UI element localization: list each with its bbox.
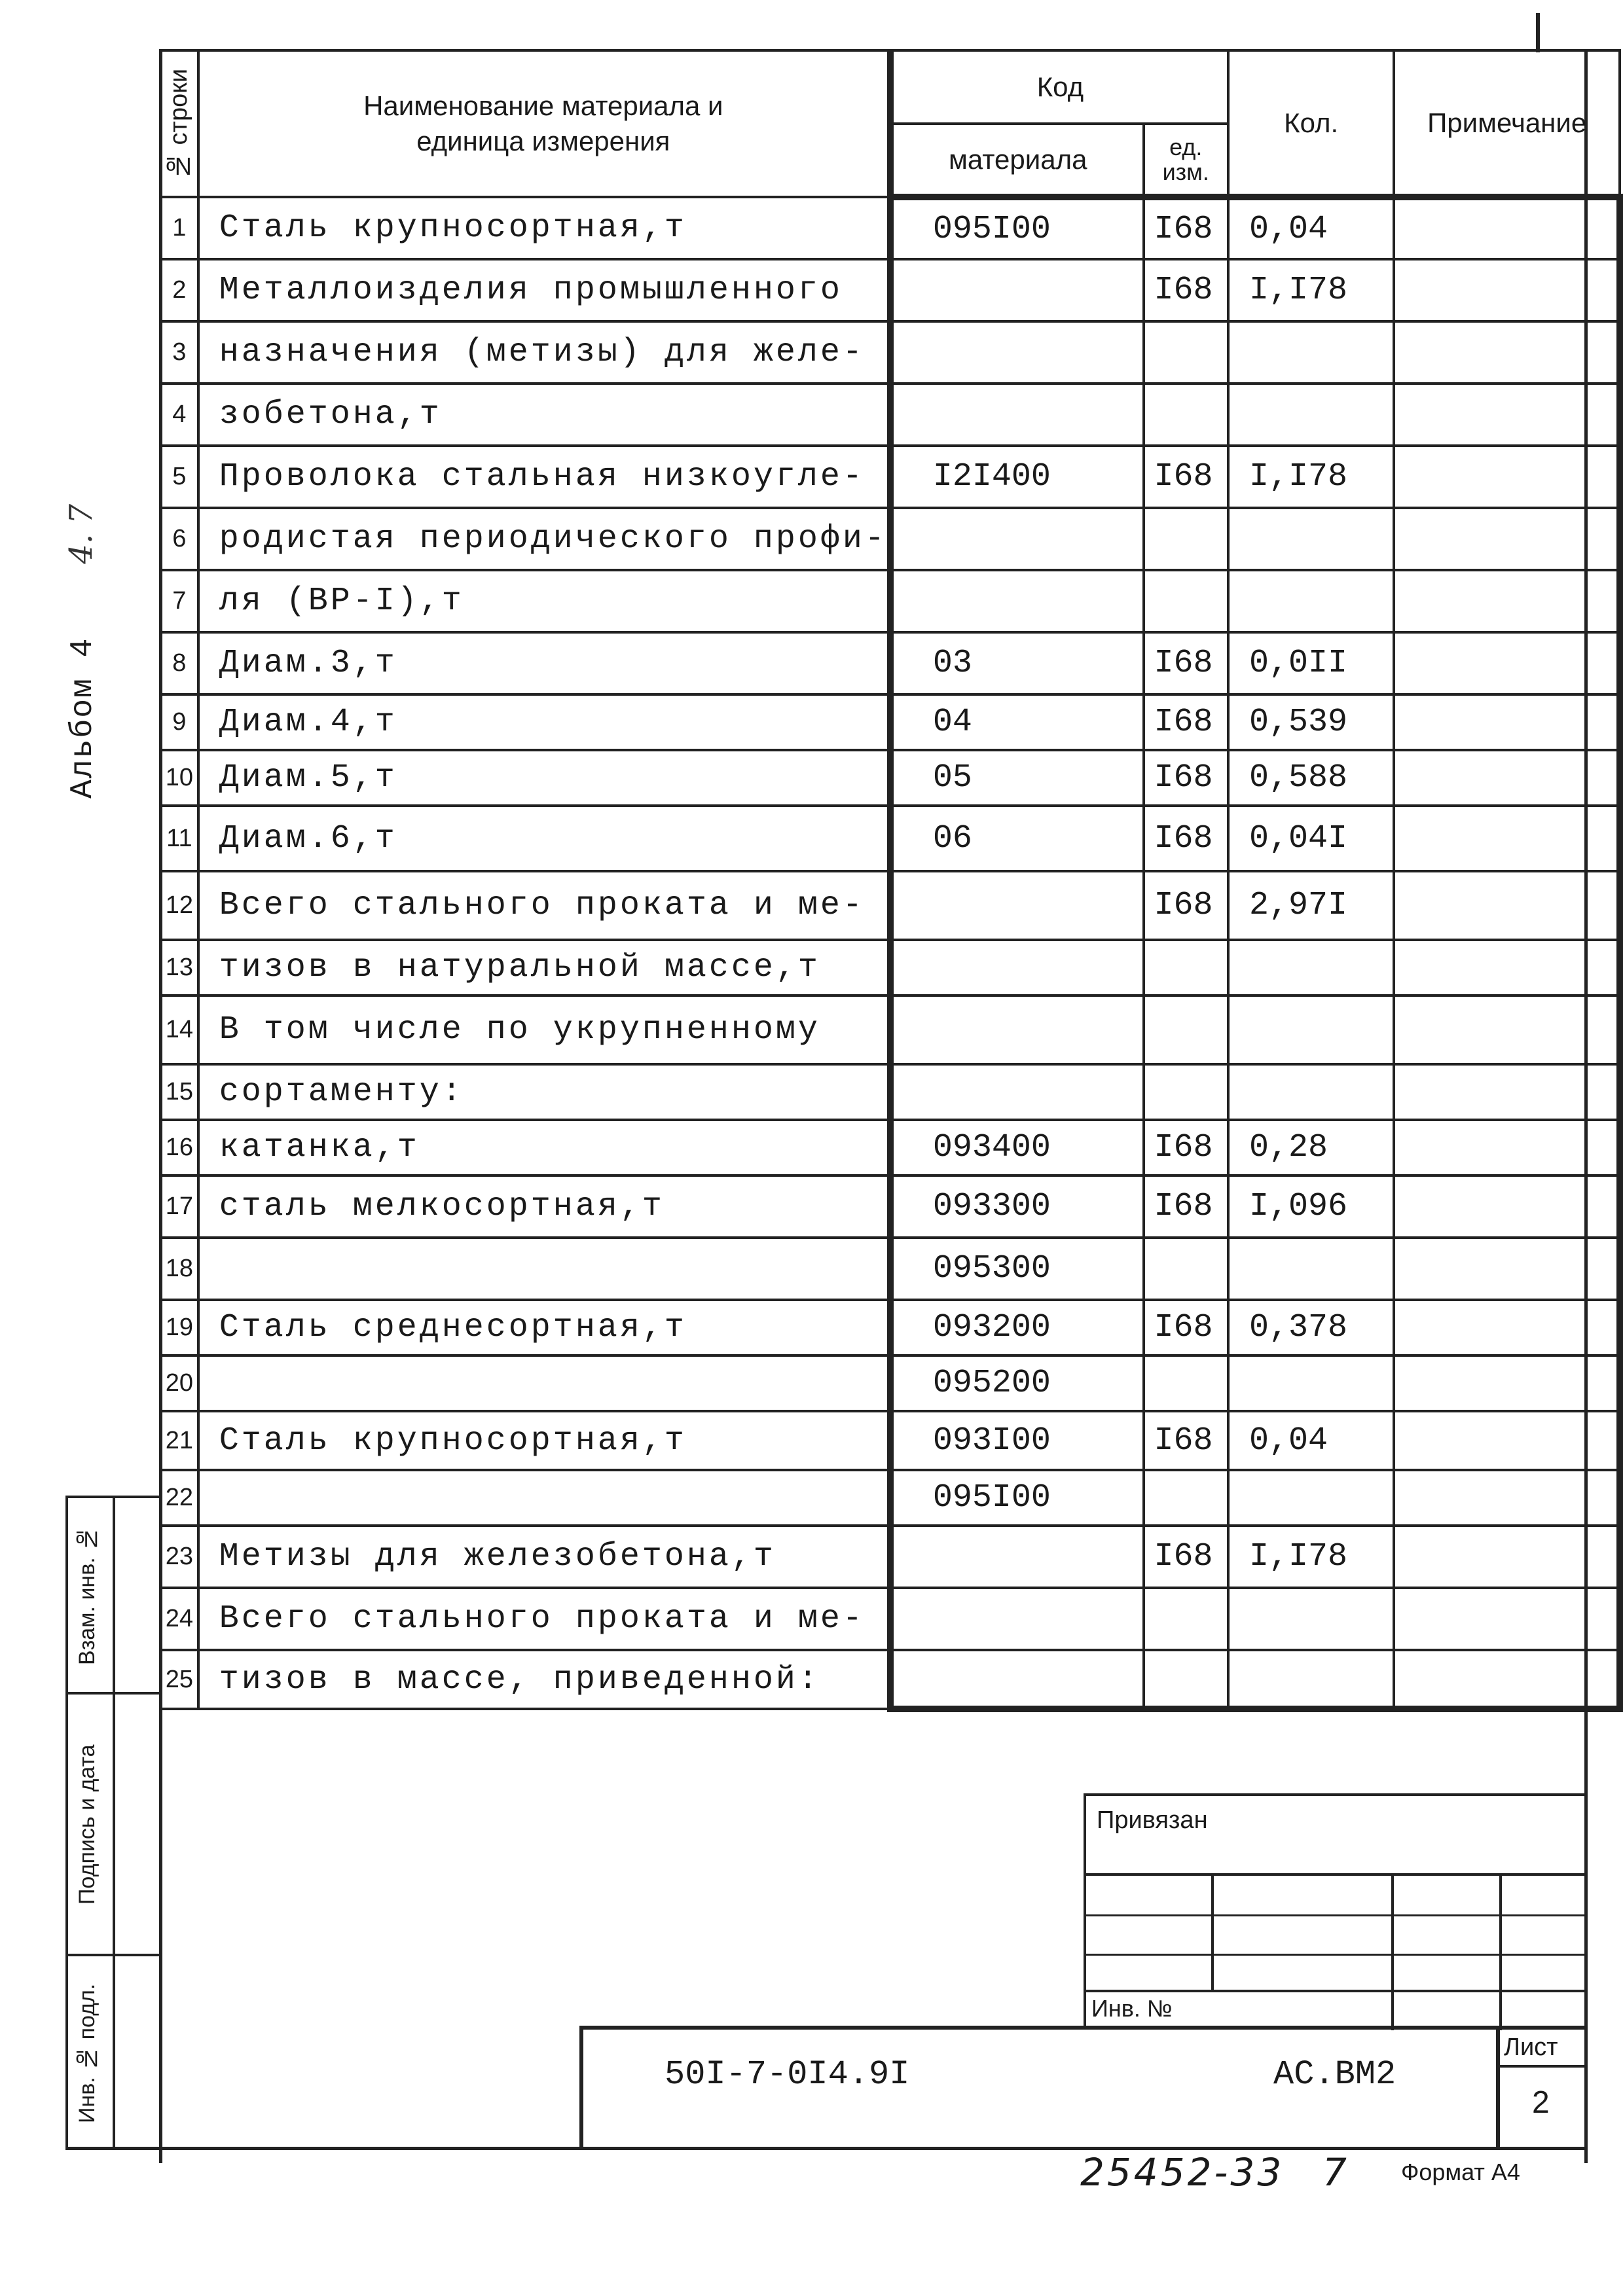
- title-block: [579, 2026, 1588, 2150]
- row-number: 5: [160, 446, 198, 508]
- row-material-code: [890, 1588, 1144, 1650]
- row-quantity: 0,04I: [1228, 806, 1394, 871]
- row-material-name: Метизы для железобетона,т: [198, 1526, 890, 1588]
- row-material-name: Проволока стальная низкоугле-: [198, 446, 890, 508]
- row-number: 12: [160, 871, 198, 940]
- row-material-name: В том числе по укрупненному: [198, 996, 890, 1064]
- row-note: [1394, 570, 1620, 632]
- row-number: 18: [160, 1238, 198, 1300]
- row-material-code: [890, 508, 1144, 570]
- row-number: 14: [160, 996, 198, 1064]
- row-note: [1394, 1470, 1620, 1526]
- row-material-name: Металлоизделия промышленного: [198, 259, 890, 321]
- handwritten-number: 25452-33: [1080, 2150, 1285, 2195]
- table-row: [160, 197, 1620, 259]
- row-material-code: [890, 384, 1144, 446]
- row-number: 16: [160, 1120, 198, 1175]
- stamp-block: [1084, 1793, 1588, 2029]
- row-material-name: сталь мелкосортная,т: [198, 1175, 890, 1238]
- table-row: [160, 1175, 1620, 1238]
- table-row: [160, 632, 1620, 694]
- row-material-name: Всего стального проката и ме-: [198, 871, 890, 940]
- list-label: Лист: [1504, 2034, 1558, 2061]
- row-note: [1394, 996, 1620, 1064]
- table-row: [160, 1300, 1620, 1355]
- row-material-code: 095I00: [890, 197, 1144, 259]
- row-material-name: Диам.6,т: [198, 806, 890, 871]
- privyazan-label: Привязан: [1097, 1806, 1208, 1834]
- table-row: [160, 1588, 1620, 1650]
- row-quantity: 2,97I: [1228, 871, 1394, 940]
- row-quantity: I,I78: [1228, 446, 1394, 508]
- row-material-code: [890, 1650, 1144, 1709]
- row-note: [1394, 508, 1620, 570]
- row-material-code: I2I400: [890, 446, 1144, 508]
- row-note: [1394, 1588, 1620, 1650]
- row-number: 19: [160, 1300, 198, 1355]
- row-note: [1394, 1238, 1620, 1300]
- row-quantity: [1228, 1470, 1394, 1526]
- podpis-data-label: Подпись и дата: [75, 1744, 100, 1905]
- row-unit-code: I68: [1144, 1120, 1228, 1175]
- row-quantity: [1228, 1238, 1394, 1300]
- table-row: [160, 1470, 1620, 1526]
- row-material-name: Сталь крупносортная,т: [198, 197, 890, 259]
- row-unit-code: I68: [1144, 1526, 1228, 1588]
- row-material-code: [890, 871, 1144, 940]
- row-unit-code: I68: [1144, 806, 1228, 871]
- row-unit-code: I68: [1144, 871, 1228, 940]
- row-unit-code: [1144, 1470, 1228, 1526]
- header-name-line1: Наименование материала и: [363, 90, 723, 121]
- row-note: [1394, 1411, 1620, 1470]
- row-note: [1394, 1650, 1620, 1709]
- row-unit-code: [1144, 1588, 1228, 1650]
- row-quantity: 0,28: [1228, 1120, 1394, 1175]
- inv-podl-label: Инв. № подл.: [75, 1983, 100, 2124]
- row-material-name: зобетона,т: [198, 384, 890, 446]
- row-unit-code: [1144, 940, 1228, 996]
- header-name-line2: единица измерения: [416, 126, 670, 156]
- table-row: [160, 570, 1620, 632]
- row-unit-code: [1144, 570, 1228, 632]
- row-unit-code: I68: [1144, 446, 1228, 508]
- doc-code: 50I-7-0I4.9I: [665, 2055, 910, 2094]
- row-material-code: [890, 996, 1144, 1064]
- table-row: [160, 1120, 1620, 1175]
- row-material-name: назначения (метизы) для желе-: [198, 321, 890, 384]
- row-material-code: [890, 1526, 1144, 1588]
- row-quantity: [1228, 321, 1394, 384]
- row-quantity: [1228, 1588, 1394, 1650]
- row-material-name: ля (ВР-I),т: [198, 570, 890, 632]
- row-quantity: 0,0II: [1228, 632, 1394, 694]
- row-note: [1394, 750, 1620, 806]
- row-note: [1394, 384, 1620, 446]
- row-quantity: [1228, 1650, 1394, 1709]
- row-note: [1394, 940, 1620, 996]
- materials-table: [159, 49, 1623, 1712]
- row-unit-code: I68: [1144, 1175, 1228, 1238]
- row-number: 17: [160, 1175, 198, 1238]
- row-material-name: Диам.4,т: [198, 694, 890, 750]
- row-quantity: 0,588: [1228, 750, 1394, 806]
- row-number: 6: [160, 508, 198, 570]
- row-number: 8: [160, 632, 198, 694]
- row-quantity: I,096: [1228, 1175, 1394, 1238]
- row-unit-code: [1144, 321, 1228, 384]
- table-row: [160, 940, 1620, 996]
- row-material-name: Всего стального проката и ме-: [198, 1588, 890, 1650]
- row-material-name: сортаменту:: [198, 1064, 890, 1120]
- row-number: 13: [160, 940, 198, 996]
- row-number: 25: [160, 1650, 198, 1709]
- table-row: [160, 321, 1620, 384]
- row-number: 20: [160, 1355, 198, 1411]
- row-quantity: [1228, 384, 1394, 446]
- row-note: [1394, 694, 1620, 750]
- row-quantity: 0,539: [1228, 694, 1394, 750]
- table-row: [160, 1526, 1620, 1588]
- header-note: Примечание: [1394, 50, 1620, 197]
- table-row: [160, 694, 1620, 750]
- row-unit-code: [1144, 384, 1228, 446]
- row-number: 7: [160, 570, 198, 632]
- row-note: [1394, 1064, 1620, 1120]
- row-unit-code: [1144, 1238, 1228, 1300]
- row-quantity: [1228, 570, 1394, 632]
- row-unit-code: [1144, 1355, 1228, 1411]
- table-row: [160, 750, 1620, 806]
- header-qty: Кол.: [1228, 50, 1394, 197]
- row-unit-code: [1144, 1650, 1228, 1709]
- row-material-code: 095200: [890, 1355, 1144, 1411]
- doc-mark: АС.ВМ2: [1273, 2055, 1396, 2094]
- row-quantity: [1228, 1355, 1394, 1411]
- row-material-code: 095I00: [890, 1470, 1144, 1526]
- row-note: [1394, 1300, 1620, 1355]
- table-row: [160, 1411, 1620, 1470]
- row-note: [1394, 632, 1620, 694]
- row-number: 11: [160, 806, 198, 871]
- row-unit-code: I68: [1144, 750, 1228, 806]
- row-number: 4: [160, 384, 198, 446]
- row-note: [1394, 259, 1620, 321]
- row-material-name: [198, 1470, 890, 1526]
- header-unit-line2: изм.: [1162, 158, 1209, 185]
- row-material-name: Диам.3,т: [198, 632, 890, 694]
- row-number: 3: [160, 321, 198, 384]
- table-row: [160, 806, 1620, 871]
- row-material-code: [890, 570, 1144, 632]
- table-row: [160, 384, 1620, 446]
- left-strip: [65, 1496, 162, 2150]
- row-number: 2: [160, 259, 198, 321]
- row-unit-code: I68: [1144, 1300, 1228, 1355]
- row-material-name: тизов в массе, приведенной:: [198, 1650, 890, 1709]
- row-unit-code: [1144, 996, 1228, 1064]
- table-row: [160, 446, 1620, 508]
- row-note: [1394, 1355, 1620, 1411]
- row-material-code: 093300: [890, 1175, 1144, 1238]
- table-row: [160, 508, 1620, 570]
- row-quantity: [1228, 508, 1394, 570]
- row-unit-code: I68: [1144, 259, 1228, 321]
- row-number: 22: [160, 1470, 198, 1526]
- row-number: 9: [160, 694, 198, 750]
- row-unit-code: I68: [1144, 197, 1228, 259]
- header-material: материала: [890, 124, 1144, 197]
- row-material-code: [890, 321, 1144, 384]
- row-number: 10: [160, 750, 198, 806]
- handwritten-album-note: 4. 7: [63, 504, 100, 564]
- row-note: [1394, 197, 1620, 259]
- row-number: 24: [160, 1588, 198, 1650]
- row-note: [1394, 1175, 1620, 1238]
- row-number: 21: [160, 1411, 198, 1470]
- table-row: [160, 996, 1620, 1064]
- row-unit-code: I68: [1144, 632, 1228, 694]
- row-material-name: [198, 1355, 890, 1411]
- row-number: 1: [160, 197, 198, 259]
- header-name: [198, 50, 890, 197]
- row-unit-code: I68: [1144, 694, 1228, 750]
- row-unit-code: I68: [1144, 1411, 1228, 1470]
- format-label: Формат А4: [1401, 2159, 1520, 2185]
- row-note: [1394, 1526, 1620, 1588]
- row-quantity: 0,378: [1228, 1300, 1394, 1355]
- row-note: [1394, 871, 1620, 940]
- row-quantity: 0,04: [1228, 1411, 1394, 1470]
- row-material-code: 093I00: [890, 1411, 1144, 1470]
- vzam-inv-label: Взам. инв. №: [75, 1526, 100, 1665]
- row-number: 15: [160, 1064, 198, 1120]
- row-quantity: [1228, 1064, 1394, 1120]
- row-quantity: I,I78: [1228, 259, 1394, 321]
- row-material-name: тизов в натуральной массе,т: [198, 940, 890, 996]
- row-material-name: Диам.5,т: [198, 750, 890, 806]
- row-material-code: 06: [890, 806, 1144, 871]
- row-note: [1394, 1120, 1620, 1175]
- list-value: 2: [1532, 2085, 1550, 2120]
- corner-mark: [1536, 13, 1540, 52]
- row-material-code: 095300: [890, 1238, 1144, 1300]
- row-material-code: 093200: [890, 1300, 1144, 1355]
- table-row: [160, 1238, 1620, 1300]
- handwritten-seven: 7: [1322, 2150, 1347, 2195]
- header-unit: [1144, 124, 1228, 197]
- row-material-code: 05: [890, 750, 1144, 806]
- row-material-code: [890, 940, 1144, 996]
- row-quantity: [1228, 940, 1394, 996]
- inv-no-label: Инв. №: [1091, 1995, 1173, 2022]
- row-unit-code: [1144, 508, 1228, 570]
- row-note: [1394, 806, 1620, 871]
- row-note: [1394, 321, 1620, 384]
- row-quantity: I,I78: [1228, 1526, 1394, 1588]
- header-row-no: № строки: [160, 50, 198, 197]
- table-row: [160, 1355, 1620, 1411]
- row-material-code: [890, 259, 1144, 321]
- row-material-name: [198, 1238, 890, 1300]
- row-material-name: катанка,т: [198, 1120, 890, 1175]
- row-material-code: [890, 1064, 1144, 1120]
- row-quantity: [1228, 996, 1394, 1064]
- table-row: [160, 259, 1620, 321]
- table-row: [160, 871, 1620, 940]
- row-material-name: родистая периодического профи-: [198, 508, 890, 570]
- table-row: [160, 1650, 1620, 1709]
- row-number: 23: [160, 1526, 198, 1588]
- album-label: Альбом 4: [65, 637, 101, 798]
- row-material-code: 03: [890, 632, 1144, 694]
- header-code: Код: [890, 50, 1228, 124]
- row-note: [1394, 446, 1620, 508]
- row-quantity: 0,04: [1228, 197, 1394, 259]
- row-material-code: 04: [890, 694, 1144, 750]
- table-row: [160, 1064, 1620, 1120]
- row-material-name: Сталь среднесортная,т: [198, 1300, 890, 1355]
- row-material-name: Сталь крупносортная,т: [198, 1411, 890, 1470]
- header-unit-line1: ед.: [1169, 133, 1203, 160]
- row-unit-code: [1144, 1064, 1228, 1120]
- row-material-code: 093400: [890, 1120, 1144, 1175]
